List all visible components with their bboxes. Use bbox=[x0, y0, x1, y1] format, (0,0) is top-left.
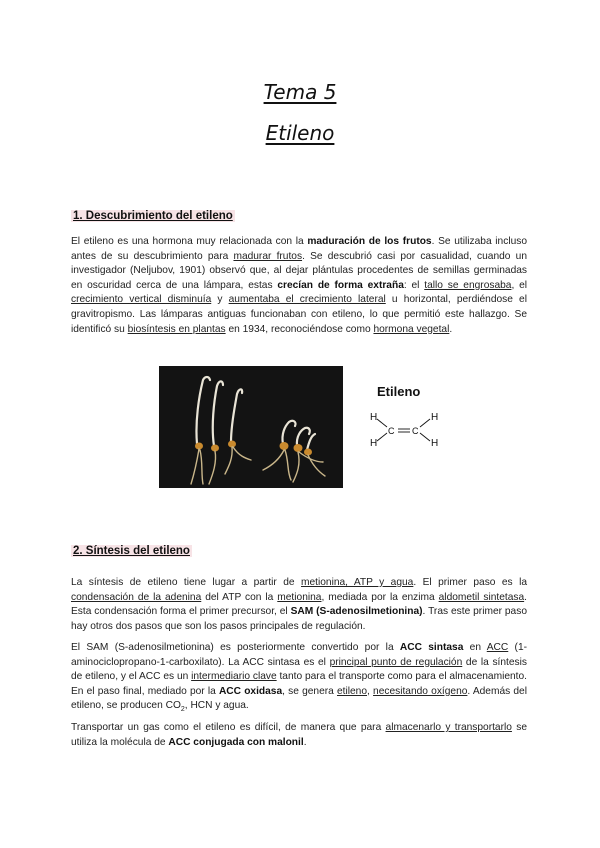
atom-h2: H bbox=[370, 438, 378, 449]
section-1-paragraph: El etileno es una hormona muy relacionada con la maduración de los frutos. Se utilizaba incluso antes de su descubrimiento para madurar frutos. Se descubrió casi por casualidad, cuando un investigador (Neljubov, 1901) observó que, al dejar plántulas procedentes de semillas germinadas en oscuridad cerca de una lámpara, estas crecían de forma extraña: el tallo se engrosaba, el crecimiento vertical disminuía y aumentaba el crecimiento lateral u horizontal, perdiéndose el gravitropismo. Las lámparas antiguas funcionaban con etileno, lo que permitió este hallazgo. Se identificó su biosíntesis en plantas en 1934, reconociéndose como hormona vegetal. bbox=[71, 236, 528, 335]
atom-h1: H bbox=[370, 412, 378, 423]
ethylene-diagram-title: Etileno bbox=[377, 384, 421, 399]
atom-c2: C bbox=[412, 426, 419, 436]
topic-title: Tema 5 bbox=[263, 80, 337, 104]
section-2-heading: 2. Síntesis del etileno bbox=[73, 545, 190, 557]
section-2-paragraph-3: Transportar un gas como el etileno es difícil, de manera que para almacenarlo y transportarlo se utiliza la molécula de ACC conjugada con malonil. bbox=[71, 722, 527, 748]
atom-h3: H bbox=[431, 412, 439, 423]
bonds bbox=[377, 419, 430, 441]
ethylene-structure-diagram bbox=[360, 400, 460, 460]
page-title: Etileno bbox=[265, 121, 335, 145]
atom-c1: C bbox=[388, 426, 395, 436]
seedlings-photo bbox=[159, 366, 343, 488]
section-2-paragraph-2: El SAM (S-adenosilmetionina) es posteriormente convertido por la ACC sintasa en ACC (1-aminociclopropano-1-carboxilato). La ACC sintasa es el principal punto de regulación de la síntesis de etileno, y el ACC es un intermediario clave tanto para el transporte como para el almacenamiento. En el paso final, mediado por la ACC oxidasa, se genera etileno, necesitando oxígeno. Además del etileno, se producen $CO_2$, HCN y agua. bbox=[71, 642, 528, 714]
section-2-paragraph-1: La síntesis de etileno tiene lugar a partir de metionina, ATP y agua. El primer paso es la condensación de la adenina del ATP con la metionina, mediada por la enzima aldometil sintetasa. Esta condensación forma el primer precursor, el SAM (S-adenosilmetionina). Tras este primer paso hay otros dos pasos que son los pasos principales de regulación. bbox=[71, 577, 527, 632]
seedlings-illustration bbox=[159, 366, 343, 488]
atom-h4: H bbox=[431, 438, 439, 449]
section-1-heading: 1. Descubrimiento del etileno bbox=[73, 210, 233, 222]
